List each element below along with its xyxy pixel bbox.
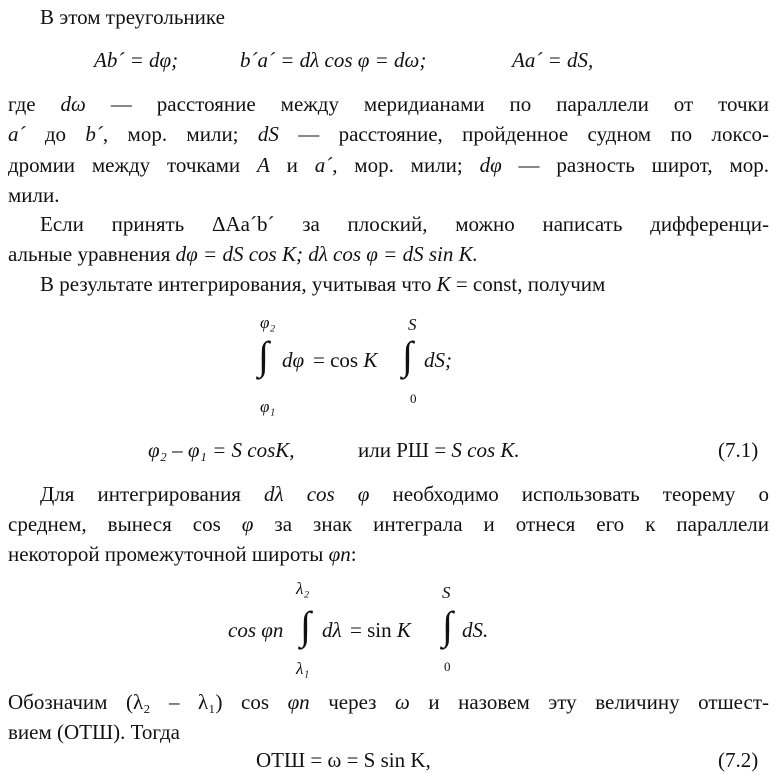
paragraph-1-line-2: a´ до b´, мор. мили; dS — расстояние, пройденное судном по локсо- [8,122,770,146]
integral-sign: ∫ [258,333,269,378]
paragraph-1-line-1: где dω — расстояние между меридианами по параллели от точки [8,92,769,116]
equation-ab: Ab´ = dφ; [94,48,179,72]
equation-number-7-1: (7.1) [718,438,759,462]
paragraph-4-line-3: некоторой промежуточной широты φn: [8,542,357,566]
integral-2-middle: = sin K [350,618,411,642]
paragraph-4-line-1: Для интегрирования dλ cos φ необходимо использовать теорему о [40,482,769,506]
integral-sign: ∫ [442,603,453,648]
paragraph-3: В результате интегрирования, учитывая что K = const, получим [40,272,606,296]
integral-4-body: dS. [462,618,489,642]
integral-4-upper-limit: S [442,583,451,602]
integral-4-lower-limit: 0 [444,659,451,674]
integral-3-body: dλ [322,618,342,642]
integral-1-body: dφ [282,348,305,372]
integral-2-body: dS; [424,348,452,372]
equation-7-2: ОТШ = ω = S sin K, [256,748,431,772]
paragraph-1-line-4: мили. [8,183,60,207]
integral-1-lower-limit: φ₁ [260,397,276,416]
integral-sign: ∫ [300,603,311,648]
paragraph-4-line-2: среднем, вынеся cos φ за знак интеграла и отнеся его к параллели [8,512,769,536]
equation-7-1-left: φ₂ – φ₁ = S cosK, [148,438,295,462]
equation-aa: Aa´ = dS, [512,48,594,72]
paragraph-2-line-2: альные уравнения dφ = dS cos K; dλ cos φ = dS sin K. [8,242,478,266]
paragraph-1-line-3: дромии между точками A и a´, мор. мили; dφ — разность широт, мор. [8,153,769,177]
equation-ba: b´a´ = dλ cos φ = dω; [240,48,427,72]
integral-2-upper-limit: S [408,315,417,334]
integral-sign: ∫ [402,333,413,378]
integral-3-upper-limit: λ₂ [296,579,310,598]
integral-3-lower-limit: λ₁ [296,659,310,678]
integral-1-middle: = cos K [313,348,378,372]
paragraph-5-line-2: вием (ОТШ). Тогда [8,720,180,744]
intro-text: В этом треугольнике [40,5,225,29]
paragraph-2-line-1: Если принять ΔAa´b´ за плоский, можно написать дифференци- [40,212,769,236]
equation-7-1-right: или РШ = S cos K. [358,438,520,462]
integral-1-upper-limit: φ₂ [260,313,276,332]
integral-2-lower-limit: 0 [410,391,417,406]
equation-number-7-2: (7.2) [718,748,759,772]
integral-2-prefix: cos φn [228,618,284,642]
paragraph-5-line-1: Обозначим (λ₂ – λ₁) cos φn через ω и назовем эту величину отшест- [8,690,769,714]
